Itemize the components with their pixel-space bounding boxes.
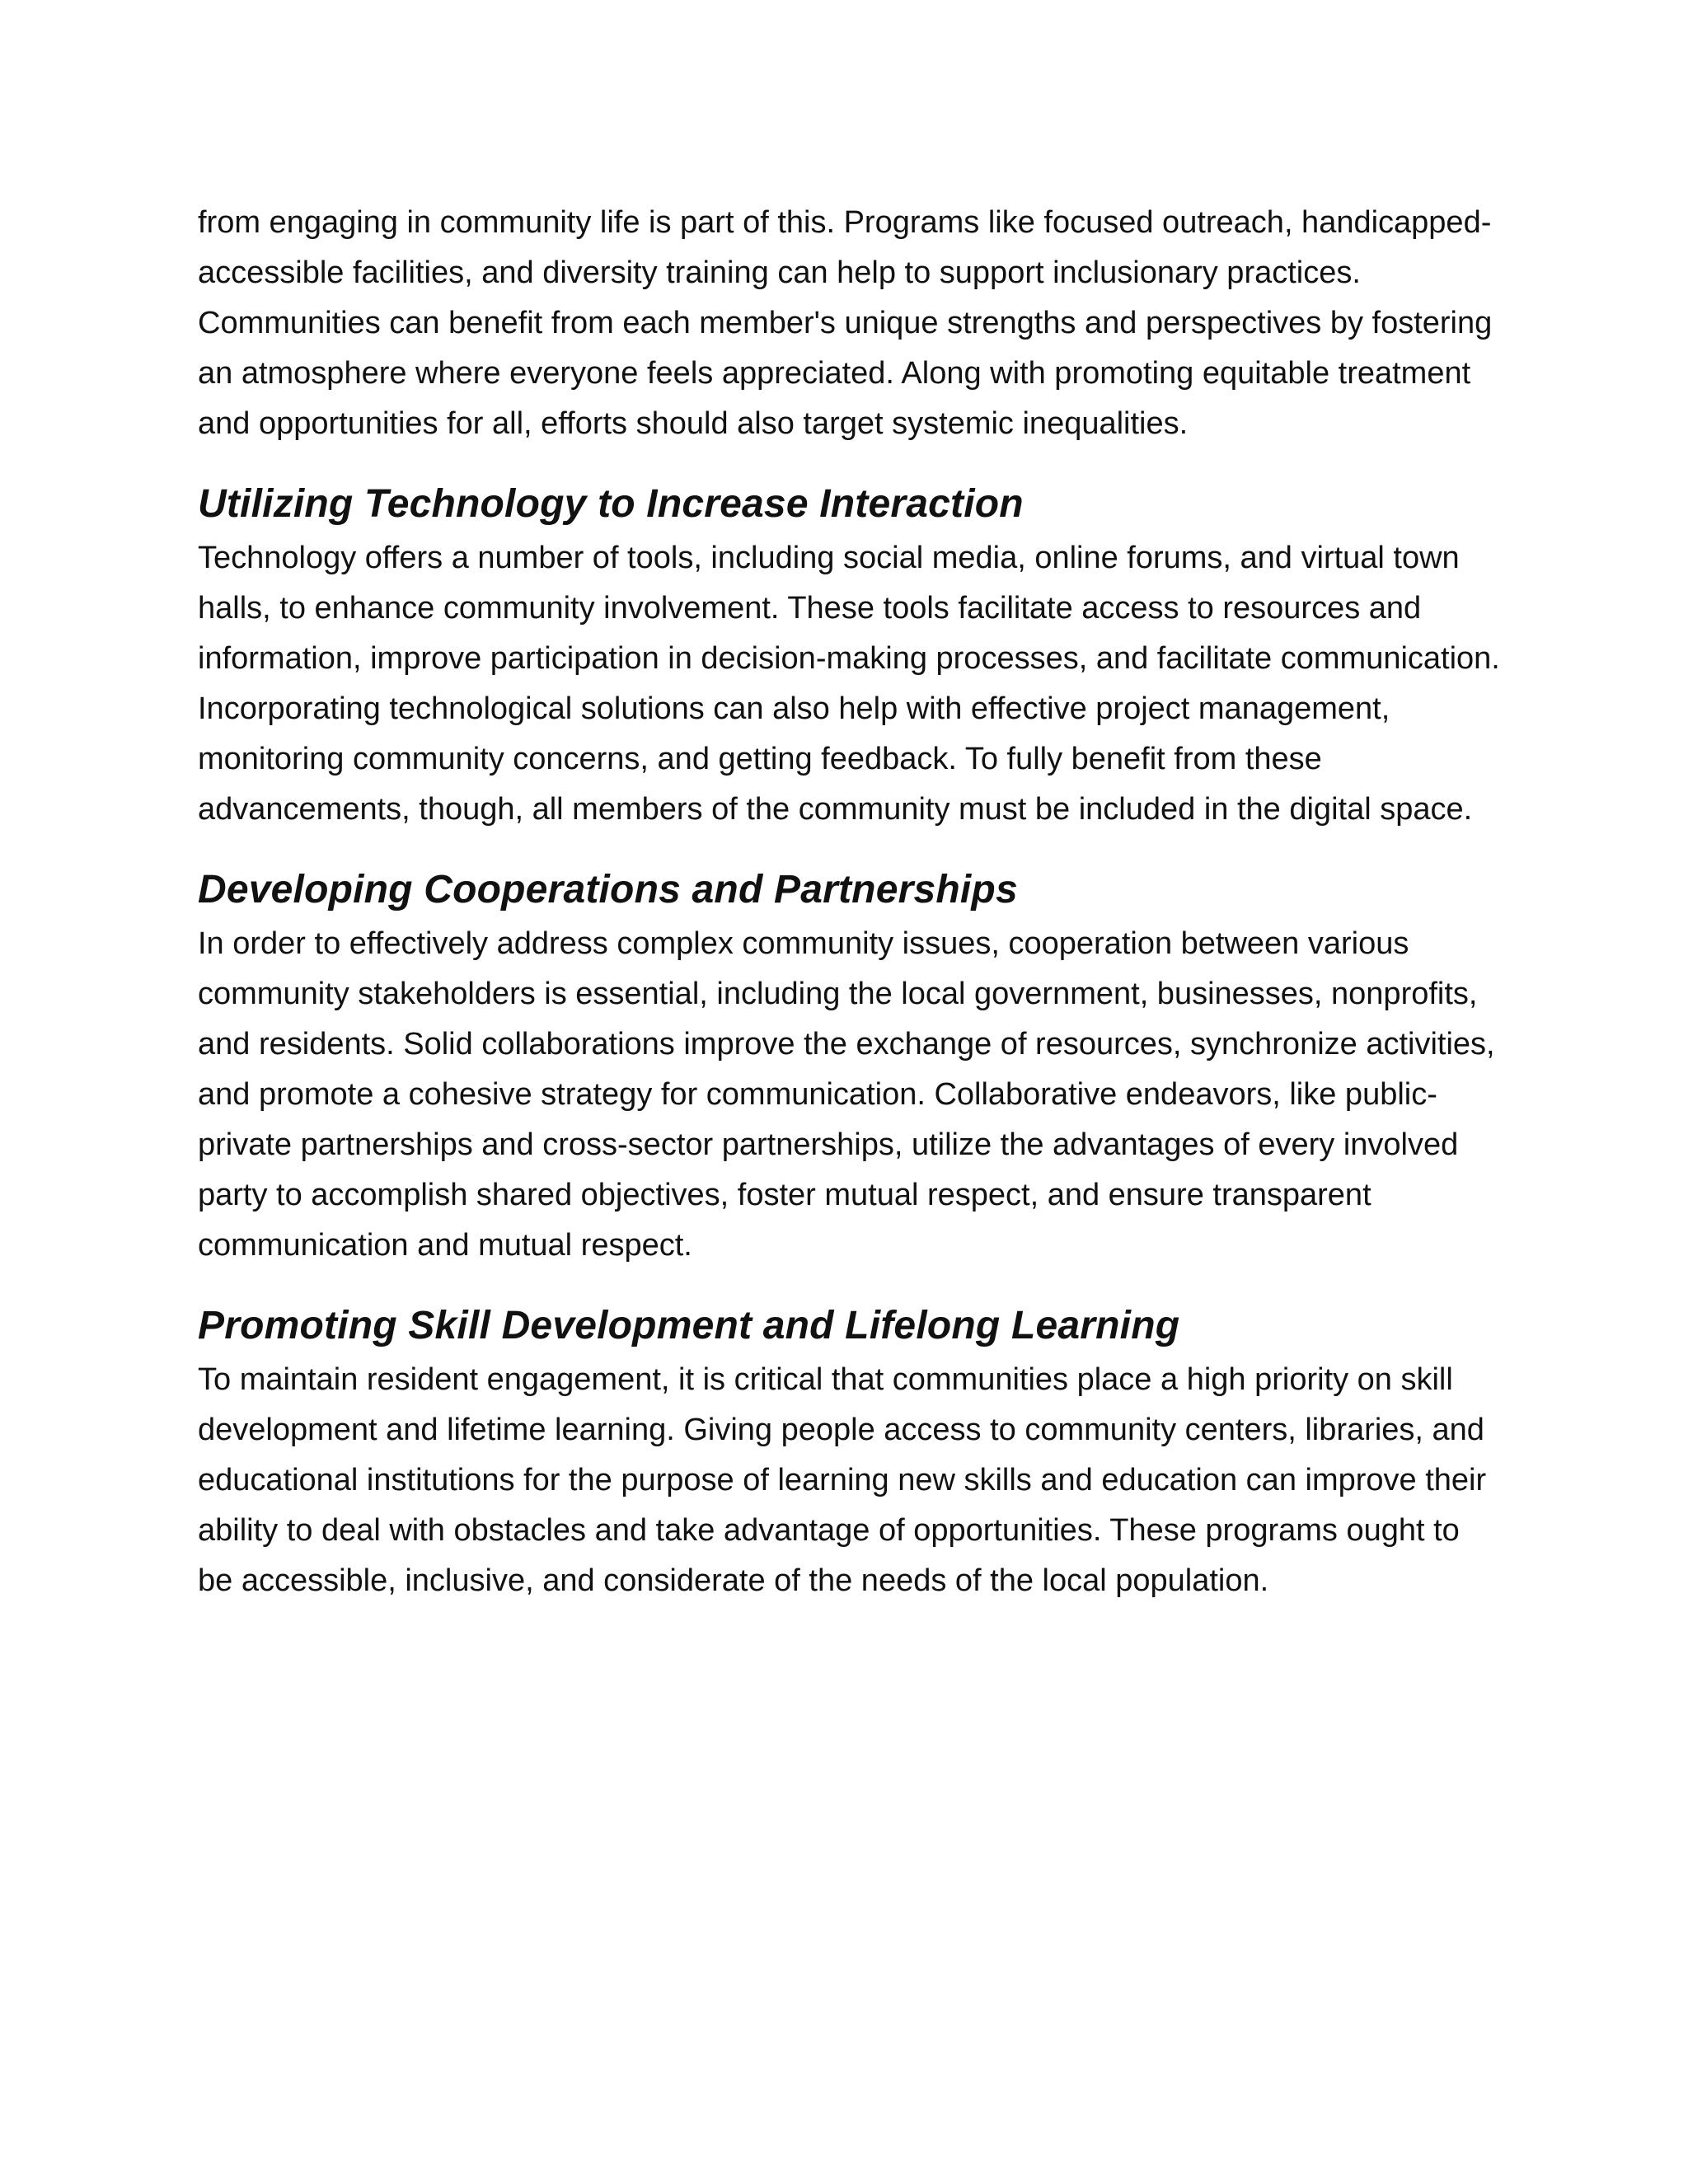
section-heading: Utilizing Technology to Increase Interaction bbox=[198, 482, 1024, 526]
document-body bbox=[198, 198, 1500, 1606]
section-partnerships bbox=[198, 866, 1500, 1271]
section-lifelong-learning bbox=[198, 1302, 1500, 1606]
section-paragraph: In order to effectively address complex community issues, cooperation between various community stakeholders is essential, including the local government, businesses, nonprofits, and residents. Solid collaborations improve the exchange of resources, synchronize activities, and promote a cohesive strategy for communication. Collaborative endeavors, like public-private partnerships and cross-sector partnerships, utilize the advantages of every involved party to accomplish shared objectives, foster mutual respect, and ensure transparent communication and mutual respect. bbox=[198, 926, 1495, 1263]
section-technology bbox=[198, 480, 1500, 835]
section-heading: Developing Cooperations and Partnerships bbox=[198, 868, 1018, 912]
section-heading: Promoting Skill Development and Lifelong Learning bbox=[198, 1304, 1180, 1347]
section-paragraph: Technology offers a number of tools, including social media, online forums, and virtual town halls, to enhance community involvement. These tools facilitate access to resources and information, improve participation in decision-making processes, and facilitate communication. Incorporating technological solutions can also help with effective project management, monitoring community concerns, and getting feedback. To fully benefit from these advancements, though, all members of the community must be included in the digital space. bbox=[198, 541, 1500, 827]
section-paragraph: To maintain resident engagement, it is critical that communities place a high priority on skill development and lifetime learning. Giving people access to community centers, libraries, and educational institutions for the purpose of learning new skills and education can improve their ability to deal with obstacles and take advantage of opportunities. These programs ought to be accessible, inclusive, and considerate of the needs of the local population. bbox=[198, 1362, 1487, 1598]
intro-paragraph: from engaging in community life is part of this. Programs like focused outreach, handicapped-accessible facilities, and diversity training can help to support inclusionary practices. Communities can benefit from each member's unique strengths and perspectives by fostering an atmosphere where everyone feels appreciated. Along with promoting equitable treatment and opportunities for all, efforts should also target systemic inequalities. bbox=[198, 205, 1493, 441]
